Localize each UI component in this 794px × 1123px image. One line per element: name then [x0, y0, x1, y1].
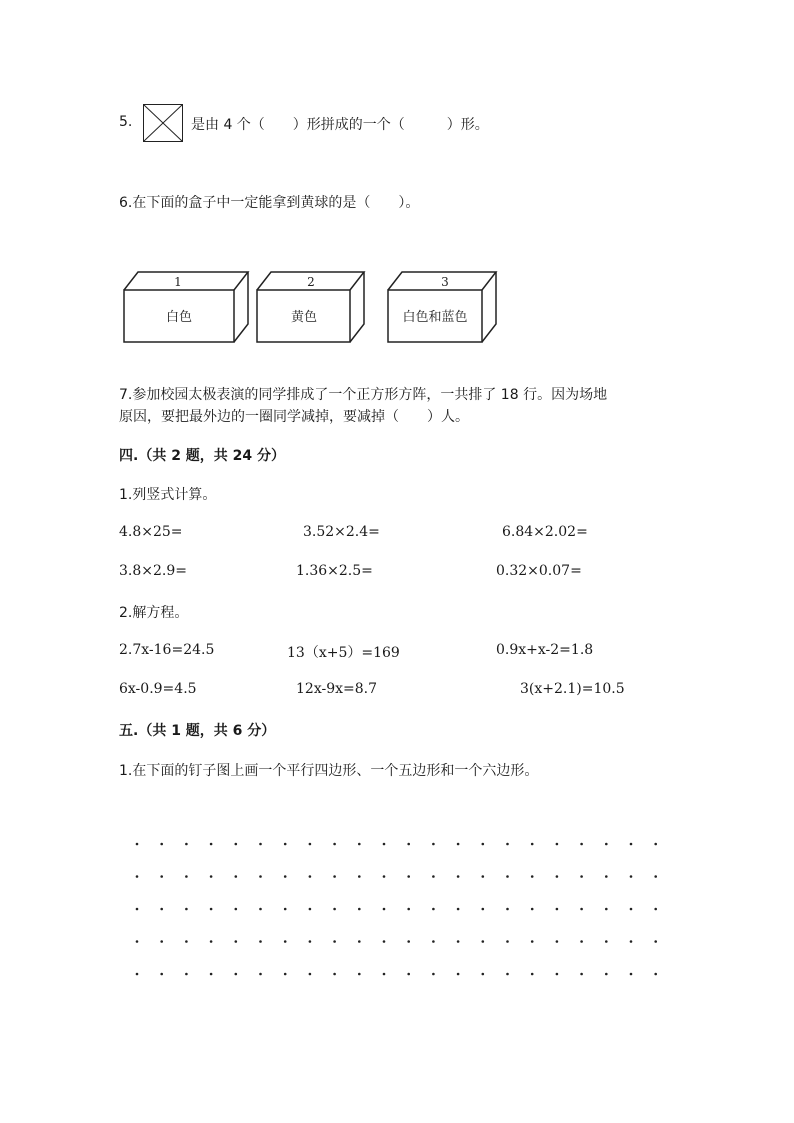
nail-dot	[309, 843, 312, 846]
nail-dot	[506, 940, 509, 943]
nail-dot	[333, 875, 336, 878]
eq-2-1: 6x-0.9=4.5	[119, 681, 197, 697]
box-1-label: 白色	[165, 310, 193, 325]
box-2	[257, 272, 364, 342]
nail-dot	[136, 973, 139, 976]
nail-dot	[284, 908, 287, 911]
nail-dot	[482, 973, 485, 976]
nail-dot	[160, 973, 163, 976]
nail-dot	[235, 843, 238, 846]
nail-dot	[259, 908, 262, 911]
nail-dot	[605, 908, 608, 911]
nail-dot	[654, 940, 657, 943]
nail-dot	[284, 973, 287, 976]
nail-dot	[605, 843, 608, 846]
nail-dot	[630, 843, 633, 846]
box-1	[124, 272, 248, 342]
section-4-q1-title: 1.列竖式计算。	[119, 487, 217, 503]
nail-dot	[259, 940, 262, 943]
nail-dot	[432, 908, 435, 911]
nail-dot	[136, 940, 139, 943]
nail-dot	[531, 940, 534, 943]
nail-dot	[235, 875, 238, 878]
nail-dot	[185, 843, 188, 846]
nail-dot	[309, 973, 312, 976]
box-1-number: 1	[174, 275, 182, 289]
q6-text: 6.在下面的盒子中一定能拿到黄球的是（ ）。	[119, 195, 420, 211]
nail-dot	[358, 940, 361, 943]
nail-dot	[407, 843, 410, 846]
box-3-label: 白色和蓝色	[402, 310, 468, 325]
nail-dot	[185, 940, 188, 943]
nail-dot	[605, 875, 608, 878]
nail-dot	[358, 875, 361, 878]
nail-dot	[383, 973, 386, 976]
nail-dot	[185, 908, 188, 911]
nail-dot	[506, 843, 509, 846]
eq-2-2: 12x-9x=8.7	[296, 681, 377, 697]
eq-2-3: 3(x+2.1)=10.5	[520, 681, 625, 697]
eq-1-3: 0.9x+x-2=1.8	[496, 642, 594, 658]
nail-dot	[457, 940, 460, 943]
nail-dot	[457, 908, 460, 911]
nail-dot	[556, 843, 559, 846]
nail-dot	[309, 875, 312, 878]
nail-dot	[185, 875, 188, 878]
nail-dot	[506, 973, 509, 976]
nail-dot	[210, 843, 213, 846]
nail-dot	[235, 940, 238, 943]
nail-dot	[432, 973, 435, 976]
nail-dot	[407, 908, 410, 911]
q5-number: 5.	[119, 114, 133, 130]
nail-dot	[383, 940, 386, 943]
section-5-heading: 五.（共 1 题，共 6 分）	[119, 723, 276, 739]
nail-dot	[235, 908, 238, 911]
q5-text: 是由 4 个（ ）形拼成的一个（ ）形。	[191, 117, 489, 133]
nail-dot	[654, 843, 657, 846]
nail-dot	[432, 875, 435, 878]
section-5-q1-title: 1.在下面的钉子图上画一个平行四边形、一个五边形和一个六边形。	[119, 763, 539, 779]
nail-dot	[457, 843, 460, 846]
nail-dot	[556, 940, 559, 943]
nail-dot	[136, 843, 139, 846]
nail-dot	[605, 973, 608, 976]
nail-dot	[531, 908, 534, 911]
nail-dot	[556, 908, 559, 911]
q6-boxes-figure	[118, 266, 508, 344]
nail-dot	[457, 875, 460, 878]
nail-dot	[630, 940, 633, 943]
nail-dot	[136, 875, 139, 878]
nail-dot	[358, 908, 361, 911]
nail-dot	[333, 843, 336, 846]
nail-dot	[630, 973, 633, 976]
nail-dot	[531, 875, 534, 878]
section-4-q2-title: 2.解方程。	[119, 605, 189, 621]
nail-dot	[605, 940, 608, 943]
nail-dot	[556, 973, 559, 976]
nail-dot	[407, 940, 410, 943]
nail-dot	[333, 973, 336, 976]
calc-1-3: 6.84×2.02=	[502, 524, 588, 540]
nail-dot	[383, 875, 386, 878]
section-4-heading: 四.（共 2 题，共 24 分）	[119, 448, 286, 464]
nail-dot	[160, 908, 163, 911]
box-3-number: 3	[441, 275, 449, 289]
nail-dot	[580, 843, 583, 846]
nail-dot	[482, 940, 485, 943]
nail-dot	[284, 843, 287, 846]
nail-dot	[160, 940, 163, 943]
nail-dot	[333, 908, 336, 911]
nail-dot	[432, 843, 435, 846]
nail-dot	[407, 973, 410, 976]
calc-1-2: 3.52×2.4=	[303, 524, 380, 540]
nail-dot	[432, 940, 435, 943]
nail-dot	[210, 973, 213, 976]
q7-line-1: 7.参加校园太极表演的同学排成了一个正方形方阵，一共排了 18 行。因为场地	[119, 387, 608, 403]
nail-dot	[630, 875, 633, 878]
nail-dot	[531, 843, 534, 846]
nail-dot	[482, 875, 485, 878]
nail-dot	[482, 908, 485, 911]
calc-1-1: 4.8×25=	[119, 524, 183, 540]
nail-dot	[259, 973, 262, 976]
nail-dot	[309, 940, 312, 943]
nail-dot	[333, 940, 336, 943]
nail-dot	[556, 875, 559, 878]
nail-dot	[160, 875, 163, 878]
nail-dot	[259, 875, 262, 878]
q7-line-2: 原因，要把最外边的一圈同学减掉，要减掉（ ）人。	[119, 409, 469, 425]
nail-dot	[580, 940, 583, 943]
nail-dot	[235, 973, 238, 976]
nail-dot	[358, 843, 361, 846]
nail-dot	[630, 908, 633, 911]
nail-dot-grid	[130, 836, 670, 976]
nail-dot	[531, 973, 534, 976]
eq-1-1: 2.7x-16=24.5	[119, 642, 215, 658]
nail-dot	[580, 908, 583, 911]
nail-dot	[210, 940, 213, 943]
nail-dot	[309, 908, 312, 911]
nail-dot	[210, 875, 213, 878]
square-diagonals-figure	[143, 104, 183, 142]
calc-2-1: 3.8×2.9=	[119, 563, 187, 579]
nail-dot	[358, 973, 361, 976]
nail-dot	[210, 908, 213, 911]
box-2-label: 黄色	[290, 310, 318, 325]
nail-dot	[654, 908, 657, 911]
calc-2-2: 1.36×2.5=	[296, 563, 373, 579]
nail-dot	[383, 908, 386, 911]
eq-1-2: 13（x+5）=169	[287, 645, 400, 661]
box-3	[388, 272, 496, 342]
nail-dot	[284, 875, 287, 878]
nail-dot	[457, 973, 460, 976]
nail-dot	[185, 973, 188, 976]
nail-dot	[259, 843, 262, 846]
nail-dot	[506, 908, 509, 911]
nail-dot	[160, 843, 163, 846]
nail-dot	[580, 973, 583, 976]
nail-dot	[506, 875, 509, 878]
nail-dot	[383, 843, 386, 846]
nail-dot	[580, 875, 583, 878]
nail-dot	[136, 908, 139, 911]
nail-dot	[654, 973, 657, 976]
calc-2-3: 0.32×0.07=	[496, 563, 582, 579]
nail-dot	[407, 875, 410, 878]
nail-dot	[482, 843, 485, 846]
box-2-number: 2	[307, 275, 315, 289]
nail-dot	[654, 875, 657, 878]
nail-dot	[284, 940, 287, 943]
